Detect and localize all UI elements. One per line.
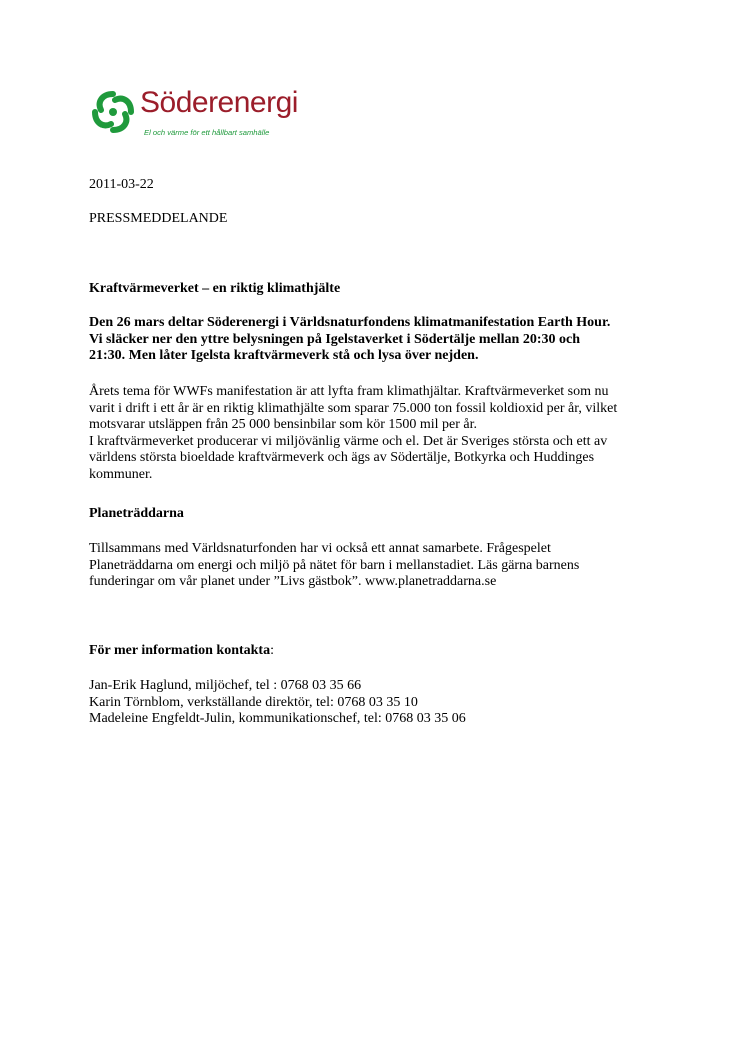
body-paragraph: [89, 384, 669, 483]
contact-person: Madeleine Engfeldt-Julin, kommunikationschef, tel: 0768 03 35 06: [89, 711, 466, 726]
document-type: PRESSMEDDELANDE: [89, 211, 228, 226]
section-heading: Planeträddarna: [89, 506, 184, 521]
body-line: Årets tema för WWFs manifestation är att lyfta fram klimathjältar. Kraftvärmeverket som nu: [89, 384, 609, 399]
logo-brand-name: Söderenergi: [140, 86, 298, 119]
contact-list: [89, 678, 669, 728]
body-line: världens största bioeldade kraftvärmeverk och ägs av Södertälje, Botkyrka och Huddinges: [89, 450, 595, 465]
contact-person: Jan-Erik Haglund, miljöchef, tel : 0768 03 35 66: [89, 678, 362, 693]
lead-paragraph: [89, 315, 669, 365]
lead-line: Den 26 mars deltar Söderenergi i Världsnaturfondens klimatmanifestation Earth Hour.: [89, 315, 611, 330]
body-line: motsvarar utsläppen från 25 000 bensinbilar som kör 1500 mil per år.: [89, 417, 478, 432]
lead-line: Vi släcker ner den yttre belysningen på Igelstaverket i Södertälje mellan 20:30 och: [89, 331, 580, 347]
lead-line: 21:30. Men låter Igelsta kraftvärmeverk stå och lysa över nejden.: [89, 348, 479, 363]
release-date: 2011-03-22: [89, 177, 154, 192]
section-line: funderingar om vår planet under ”Livs gästbok”. www.planetraddarna.se: [89, 574, 497, 589]
contact-label-suffix: :: [270, 643, 274, 658]
logo-tagline: El och värme för ett hållbart samhälle: [144, 128, 270, 137]
contact-person: Karin Törnblom, verkställande direktör, tel: 0768 03 35 10: [89, 694, 418, 710]
soderenergi-swirl-icon: [89, 88, 137, 136]
soderenergi-logo: [89, 88, 309, 144]
headline: Kraftvärmeverket – en riktig klimathjälte: [89, 281, 341, 296]
body-line: kommuner.: [89, 466, 153, 482]
contact-label: För mer information kontakta: [89, 643, 271, 658]
body-line: I kraftvärmeverket producerar vi miljövänlig värme och el. Det är Sveriges största och ett av: [89, 433, 608, 449]
body-line: varit i drift i ett år är en riktig klimathjälte som sparar 75.000 ton fossil koldioxid per år, vilket: [89, 400, 618, 416]
section-line: Planeträddarna om energi och miljö på nätet för barn i mellanstadiet. Läs gärna barnens: [89, 557, 580, 573]
section-paragraph: [89, 541, 669, 591]
contact-heading: [89, 643, 274, 660]
section-line: Tillsammans med Världsnaturfonden har vi också ett annat samarbete. Frågespelet: [89, 541, 551, 556]
